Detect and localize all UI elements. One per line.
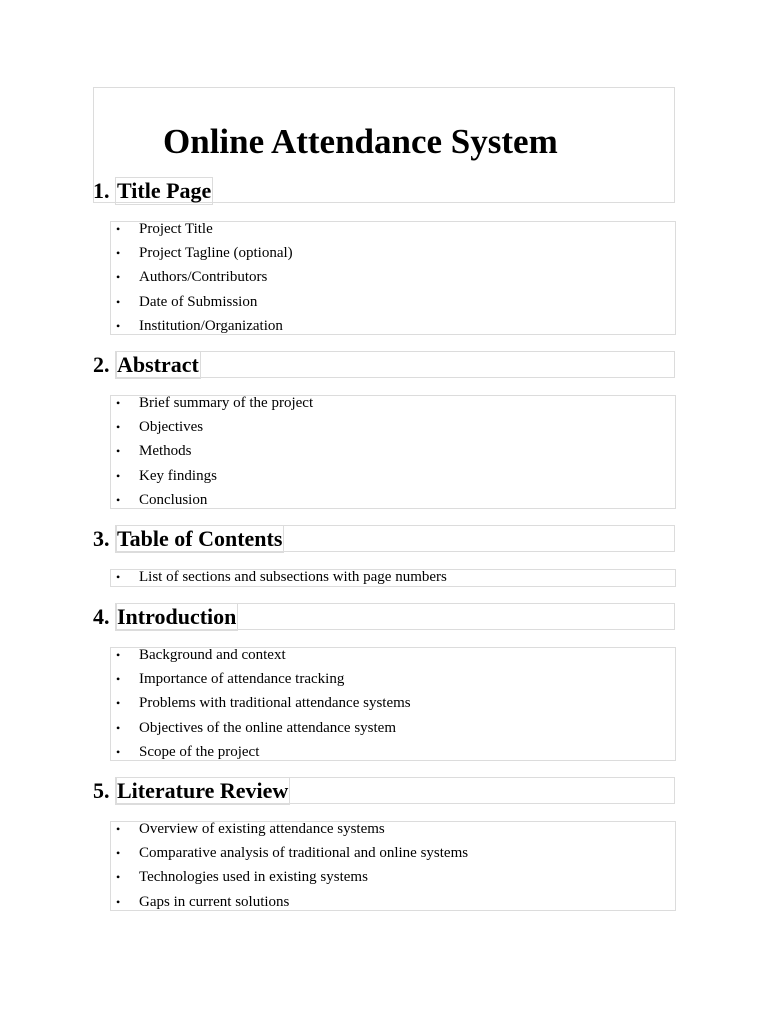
list-item [111, 444, 675, 468]
list-item-text: Conclusion [139, 491, 208, 508]
list-item [111, 846, 675, 870]
list-item-text: Project Title [139, 221, 213, 237]
section-list-literature-review [110, 821, 676, 911]
bullet-icon: • [116, 894, 121, 909]
bullet-icon: • [116, 294, 121, 309]
section-heading-title-page [93, 177, 213, 205]
list-item [111, 895, 675, 919]
bullet-icon: • [116, 570, 121, 584]
section-number: 4. [93, 604, 110, 629]
section-title: Literature Review [117, 778, 289, 803]
bullet-icon: • [116, 648, 121, 662]
list-item [111, 648, 675, 672]
list-item-text: Comparative analysis of traditional and online systems [139, 845, 469, 862]
bullet-icon: • [116, 870, 121, 885]
list-item-text: Objectives of the online attendance system [139, 719, 396, 736]
list-item [111, 469, 675, 493]
list-item-text: List of sections and subsections with page numbers [139, 569, 447, 585]
list-item [111, 570, 675, 594]
section-title: Table of Contents [117, 526, 283, 551]
section-list-introduction [110, 647, 676, 761]
list-item-text: Overview of existing attendance systems [139, 821, 385, 837]
section-title: Title Page [117, 178, 212, 203]
section-heading-introduction [93, 603, 238, 631]
bullet-icon: • [116, 222, 121, 236]
bullet-icon: • [116, 744, 121, 759]
list-item-text: Technologies used in existing systems [139, 869, 368, 886]
bullet-icon: • [116, 420, 121, 435]
section-number: 3. [93, 526, 110, 551]
bullet-icon: • [116, 318, 121, 333]
list-item-text: Project Tagline (optional) [139, 245, 293, 262]
list-item-text: Institution/Organization [139, 317, 283, 334]
document-title: Online Attendance System [163, 122, 558, 161]
bullet-icon: • [116, 492, 121, 507]
list-item [111, 493, 675, 517]
list-item-text: Problems with traditional attendance systems [139, 695, 411, 712]
list-item-text: Background and context [139, 647, 286, 663]
bullet-icon: • [116, 246, 121, 261]
list-item-text: Date of Submission [139, 293, 258, 310]
list-item [111, 295, 675, 319]
list-item [111, 870, 675, 894]
list-item-text: Importance of attendance tracking [139, 671, 345, 688]
list-item-text: Gaps in current solutions [139, 893, 290, 910]
section-number: 1. [93, 178, 110, 203]
section-list-title-page [110, 221, 676, 335]
bullet-icon: • [116, 444, 121, 459]
list-item [111, 696, 675, 720]
list-item-text: Authors/Contributors [139, 269, 268, 286]
section-number: 2. [93, 352, 110, 377]
bullet-icon: • [116, 396, 121, 410]
section-heading-table-of-contents [93, 525, 284, 553]
section-heading-literature-review [93, 777, 290, 805]
list-item-text: Key findings [139, 467, 217, 484]
list-item-text: Methods [139, 443, 192, 460]
list-item [111, 822, 675, 846]
section-title: Introduction [117, 604, 237, 629]
section-heading-abstract [93, 351, 201, 379]
list-item-text: Brief summary of the project [139, 395, 314, 411]
list-item-text: Objectives [139, 419, 204, 436]
list-item [111, 672, 675, 696]
bullet-icon: • [116, 720, 121, 735]
section-title: Abstract [117, 352, 199, 377]
bullet-icon: • [116, 468, 121, 483]
list-item [111, 222, 675, 246]
bullet-icon: • [116, 846, 121, 861]
bullet-icon: • [116, 822, 121, 836]
list-item [111, 396, 675, 420]
section-number: 5. [93, 778, 110, 803]
list-item-text: Scope of the project [139, 743, 260, 760]
list-item [111, 270, 675, 294]
bullet-icon: • [116, 672, 121, 687]
bullet-icon: • [116, 270, 121, 285]
list-item [111, 420, 675, 444]
list-item [111, 745, 675, 769]
section-list-abstract [110, 395, 676, 509]
list-item [111, 246, 675, 270]
list-item [111, 721, 675, 745]
bullet-icon: • [116, 696, 121, 711]
section-list-table-of-contents [110, 569, 676, 587]
list-item [111, 319, 675, 343]
